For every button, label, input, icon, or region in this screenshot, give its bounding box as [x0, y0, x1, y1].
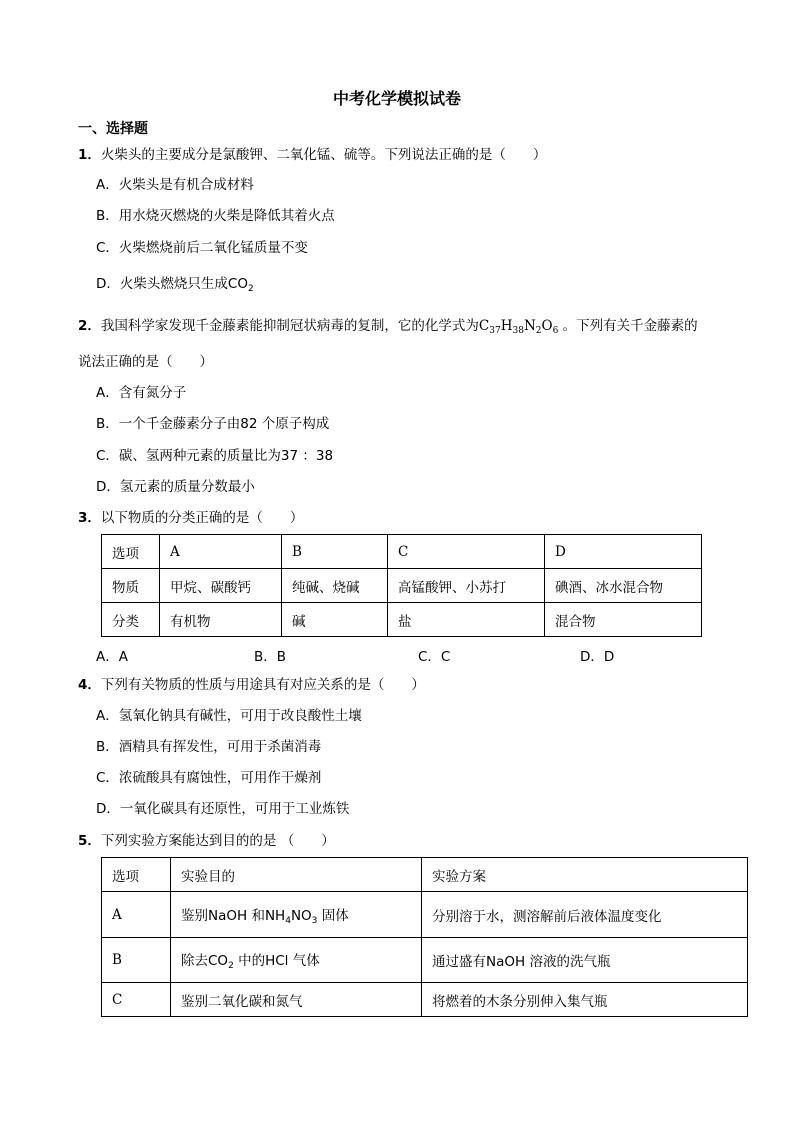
experiment-table [101, 857, 748, 1017]
table-row [102, 603, 702, 637]
q4-option-b: B．酒精具有挥发性，可用于杀菌消毒 [96, 739, 322, 755]
table-cell: 甲烷、碳酸钙 [160, 569, 282, 603]
table-cell: 盐 [388, 603, 545, 637]
table-cell: A [102, 892, 171, 938]
table-cell: 分别溶于水，测溶解前后液体温度变化 [422, 892, 748, 938]
table-row [102, 569, 702, 603]
question-text: 我国科学家发现千金藤素能抑制冠状病毒的复制，它的化学式为 [100, 318, 479, 334]
question-text: 下列实验方案能达到目的的是 （ ） [100, 833, 335, 849]
option-text: D．火柴头燃烧只生成CO [96, 276, 248, 292]
table-cell: 有机物 [160, 603, 282, 637]
table-header-cell: 实验方案 [422, 858, 748, 892]
subscript: 2 [247, 284, 254, 294]
q1-option-c: C．火柴燃烧前后二氧化锰质量不变 [96, 240, 308, 256]
q3-option-d: D．D [580, 649, 615, 665]
table-cell: D [545, 535, 702, 569]
table-cell: 分类 [102, 603, 160, 637]
q3-option-a: A．A [96, 649, 128, 665]
q3-option-c: C．C [418, 649, 451, 665]
table-row [102, 858, 748, 892]
table-cell: 除去$CO_2$ 中的HCl 气体 [171, 938, 422, 983]
q2-option-c: C．碳、氢两种元素的质量比为37 ：38 [96, 448, 334, 464]
question-3 [78, 508, 303, 528]
question-text: 下列有关物质的性质与用途具有对应关系的是（ ） [100, 677, 425, 693]
question-text: 以下物质的分类正确的是（ ） [100, 510, 304, 526]
table-cell: C [388, 535, 545, 569]
table-header-cell: 选项 [102, 858, 171, 892]
q2-option-d: D．氢元素的质量分数最小 [96, 479, 255, 495]
table-cell: 混合物 [545, 603, 702, 637]
table-cell: 物质 [102, 569, 160, 603]
table-header-cell: 实验目的 [171, 858, 422, 892]
question-2 [78, 316, 698, 341]
table-row [102, 983, 748, 1017]
q3-option-b: B．B [254, 649, 287, 665]
question-2-line2: 说法正确的是（ ） [78, 354, 213, 370]
question-number: 3． [78, 510, 101, 526]
table-cell: 纯碱、烧碱 [282, 569, 388, 603]
question-4 [78, 675, 425, 695]
section-heading: 一、选择题 [78, 121, 148, 137]
table-row [102, 535, 702, 569]
question-number: 5． [78, 833, 101, 849]
table-row [102, 892, 748, 938]
question-number: 2． [78, 318, 101, 334]
table-cell: 高锰酸钾、小苏打 [388, 569, 545, 603]
table-cell: A [160, 535, 282, 569]
question-text-cont: 。下列有关千金藤素的 [562, 318, 698, 334]
table-cell: B [102, 938, 171, 983]
table-cell: C [102, 983, 171, 1017]
table-cell: B [282, 535, 388, 569]
q2-option-a: A．含有氮分子 [96, 385, 187, 401]
question-number: 4． [78, 677, 101, 693]
page-title: 中考化学模拟试卷 [332, 89, 461, 108]
question-text: 火柴头的主要成分是氯酸钾、二氧化锰、硫等。下列说法正确的是（ ） [100, 147, 547, 163]
q2-option-b: B．一个千金藤素分子由82 个原子构成 [96, 416, 330, 432]
question-5 [78, 831, 335, 851]
q4-option-d: D．一氧化碳具有还原性，可用于工业炼铁 [96, 801, 350, 817]
q1-option-b: B．用水烧灭燃烧的火柴是降低其着火点 [96, 208, 335, 224]
question-number: 1． [78, 147, 101, 163]
table-cell: 碘酒、冰水混合物 [545, 569, 702, 603]
q4-option-c: C．浓硫酸具有腐蚀性，可用作干燥剂 [96, 770, 322, 786]
table-cell: 鉴别二氧化碳和氮气 [171, 983, 422, 1017]
q4-option-a: A．氢氧化钠具有碱性，可用于改良酸性土壤 [96, 708, 362, 724]
table-cell: 选项 [102, 535, 160, 569]
table-row [102, 938, 748, 983]
classification-table [101, 534, 702, 637]
chemical-formula: $C_{37}H_{38}N_2O_6$ [478, 318, 559, 336]
question-1 [78, 145, 546, 165]
table-cell: 鉴别NaOH 和$NH_4NO_3$ 固体 [171, 892, 422, 938]
table-cell: 碱 [282, 603, 388, 637]
table-cell: 将燃着的木条分别伸入集气瓶 [422, 983, 748, 1017]
table-cell: 通过盛有NaOH 溶液的洗气瓶 [422, 938, 748, 983]
q1-option-a: A．火柴头是有机合成材料 [96, 177, 254, 193]
q1-option-d [96, 274, 254, 299]
